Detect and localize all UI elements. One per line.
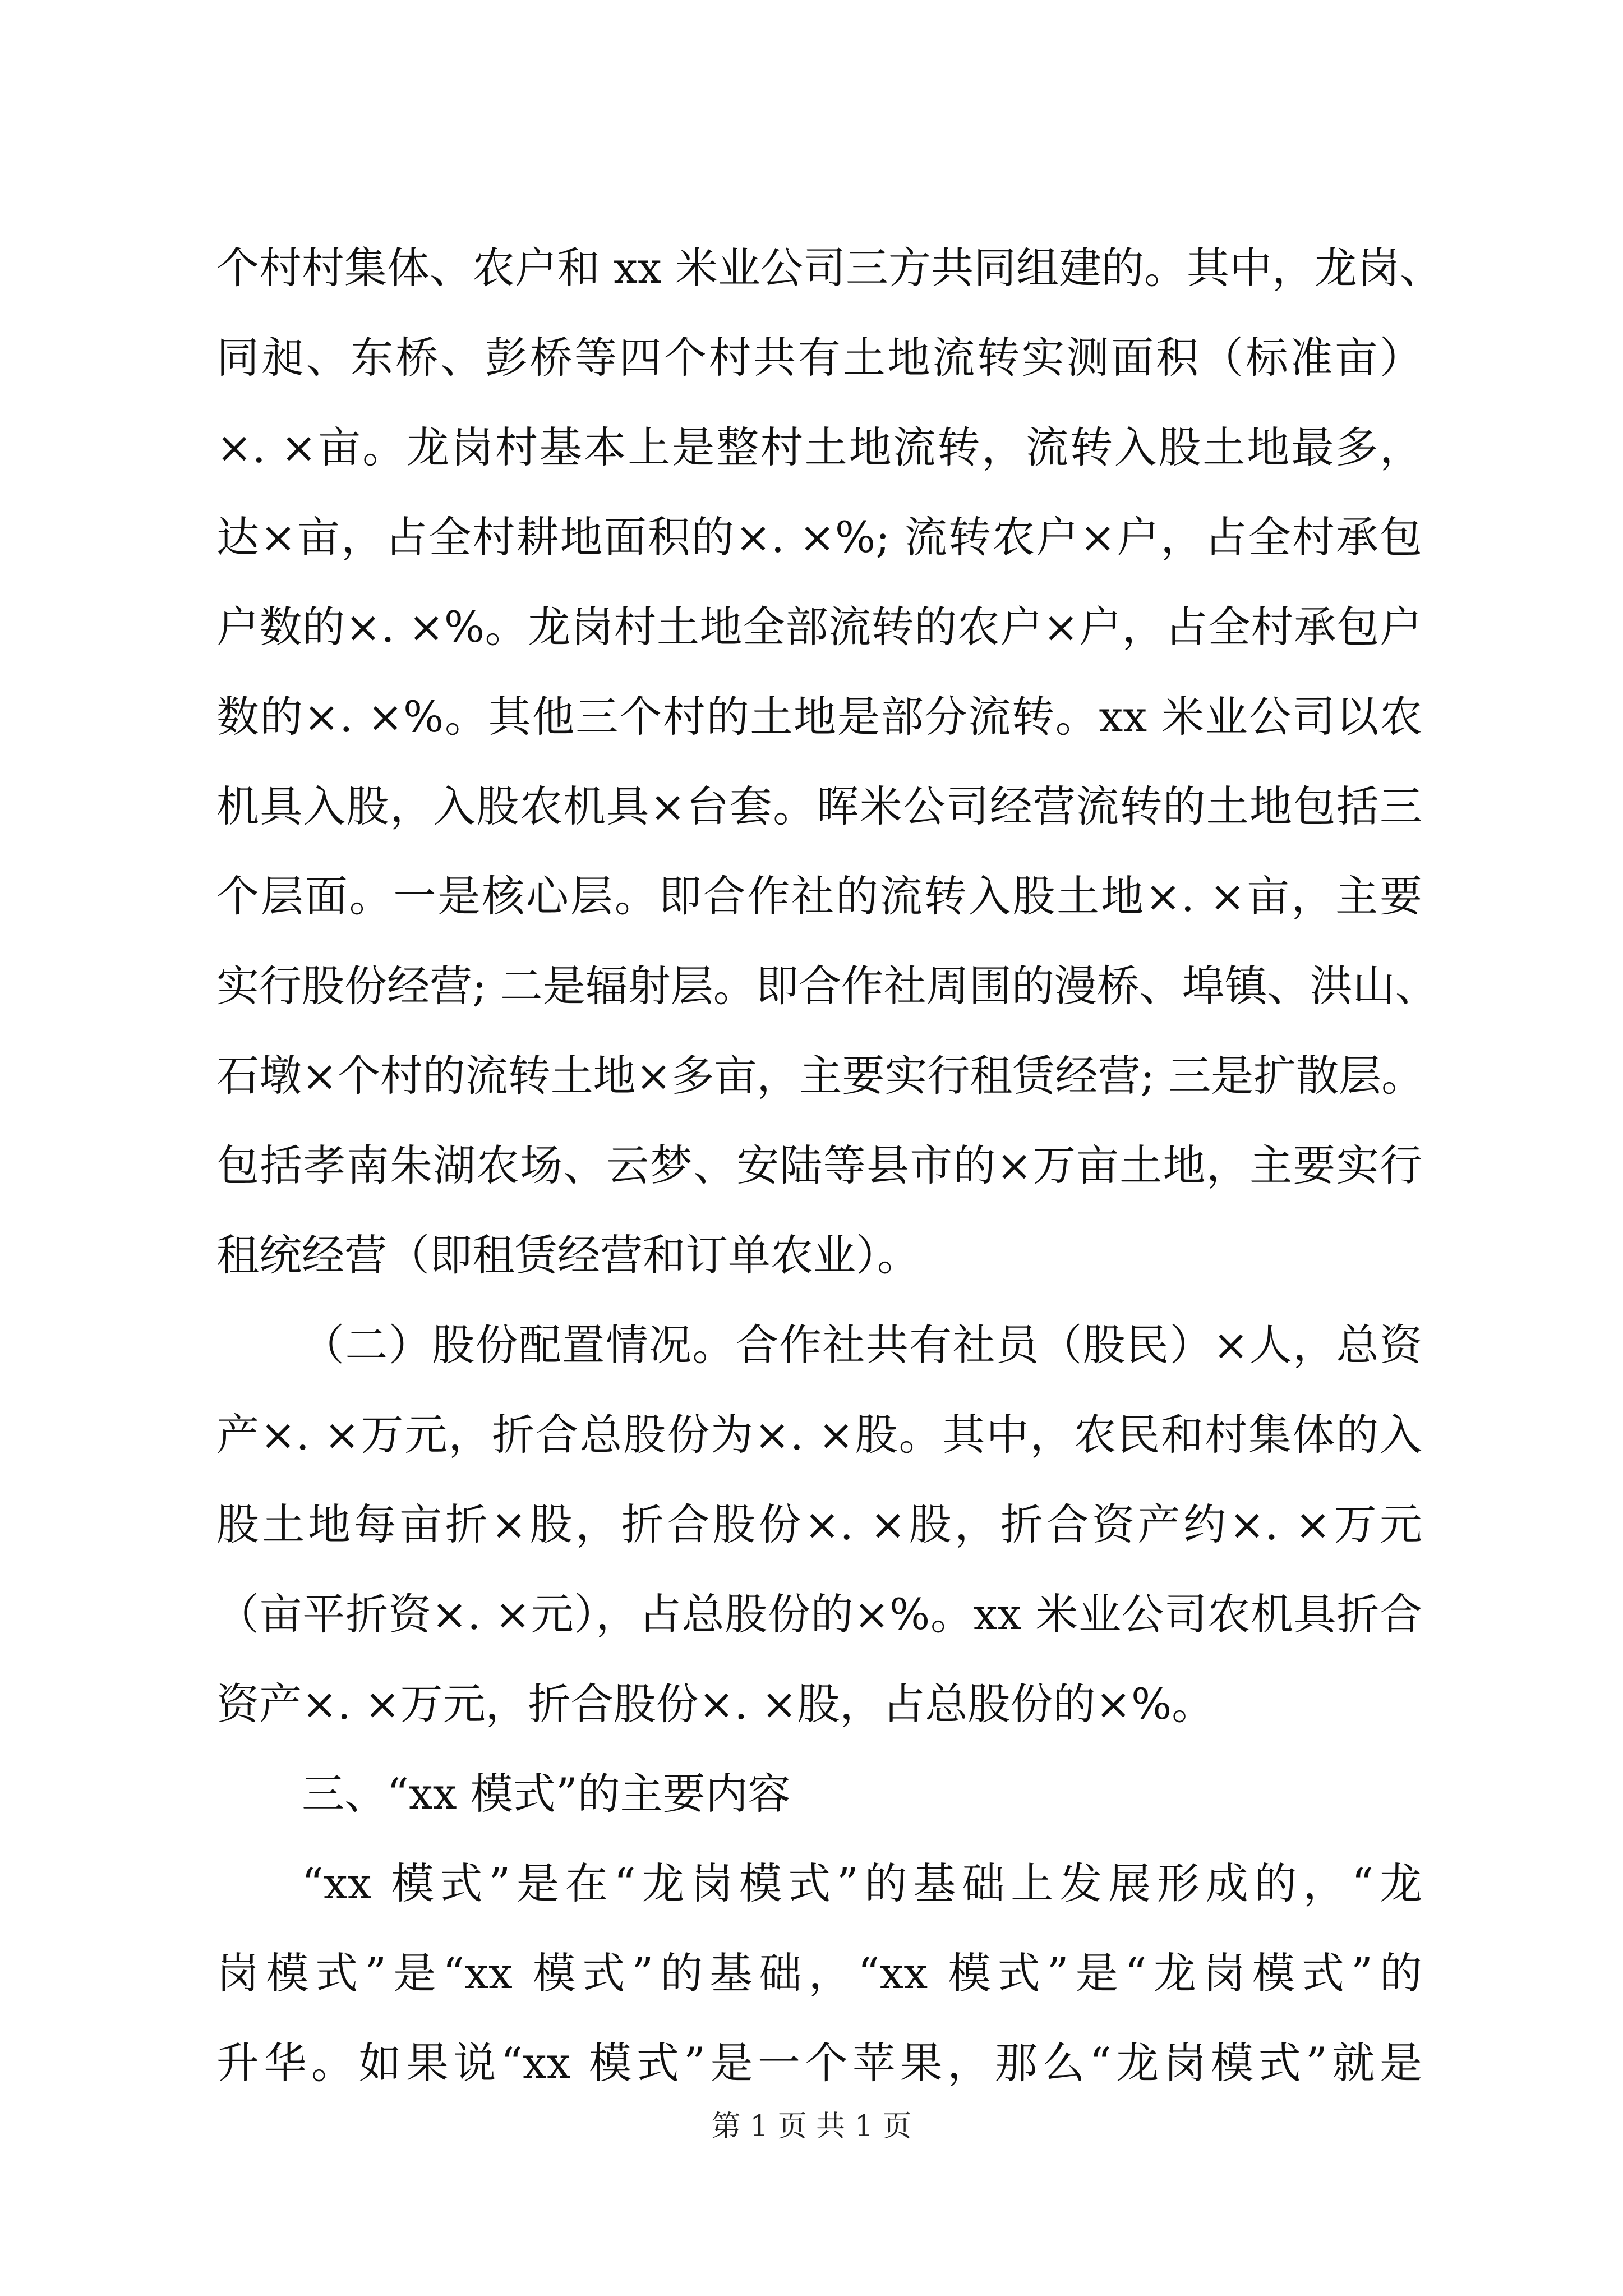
body-line: 租统经营（即租赁经营和订单农业）。 [216,1230,920,1280]
body-line: 包括孝南朱湖农场、云梦、安陆等县市的×万亩土地，主要实行 [216,1140,1422,1190]
body-line: 数的×. ×%。其他三个村的土地是部分流转。xx 米业公司以农 [216,692,1422,742]
body-line: 产×. ×万元，折合总股份为×. ×股。其中，农民和村集体的入 [216,1410,1422,1460]
body-line: 股土地每亩折×股，折合股份×. ×股，折合资产约×. ×万元 [216,1499,1422,1549]
body-line: “xx 模式”是在“龙岗模式”的基础上发展形成的，“龙 [302,1858,1422,1908]
page-number-footer: 第 1 页 共 1 页 [711,2110,912,2143]
section-heading: 三、“xx 模式”的主要内容 [302,1769,791,1819]
body-line: 石墩×个村的流转土地×多亩，主要实行租赁经营; 三是扩散层。 [216,1051,1424,1101]
body-line: （亩平折资×. ×元），占总股份的×%。xx 米业公司农机具折合 [216,1589,1422,1639]
body-line: 个层面。一是核心层。即合作社的流转入股土地×. ×亩，主要 [216,871,1422,921]
document-body [216,223,1443,2108]
body-line: 达×亩，占全村耕地面积的×. ×%; 流转农户×户，占全村承包 [216,512,1422,562]
body-line: 资产×. ×万元，折合股份×. ×股，占总股份的×%。 [216,1679,1215,1729]
body-line: 个村村集体、农户和 xx 米业公司三方共同组建的。其中，龙岗、 [216,243,1443,293]
body-line: 机具入股，入股农机具×台套。晖米公司经营流转的土地包括三 [216,781,1422,831]
section-heading-line: （二）股份配置情况。合作社共有社员（股民）×人，总资 [302,1320,1422,1370]
body-line: 实行股份经营; 二是辐射层。即合作社周围的漫桥、埠镇、洪山、 [216,961,1438,1011]
body-line: ×. ×亩。龙岗村基本上是整村土地流转，流转入股土地最多， [216,422,1422,472]
body-line: 岗模式”是“xx 模式”的基础，“xx 模式”是“龙岗模式”的 [216,1948,1422,1998]
body-line: 升华。如果说“xx 模式”是一个苹果，那么“龙岗模式”就是 [216,2038,1422,2088]
body-line: 同昶、东桥、彭桥等四个村共有土地流转实测面积（标准亩） [216,333,1422,383]
body-line: 户数的×. ×%。龙岗村土地全部流转的农户×户，占全村承包户 [216,602,1422,652]
